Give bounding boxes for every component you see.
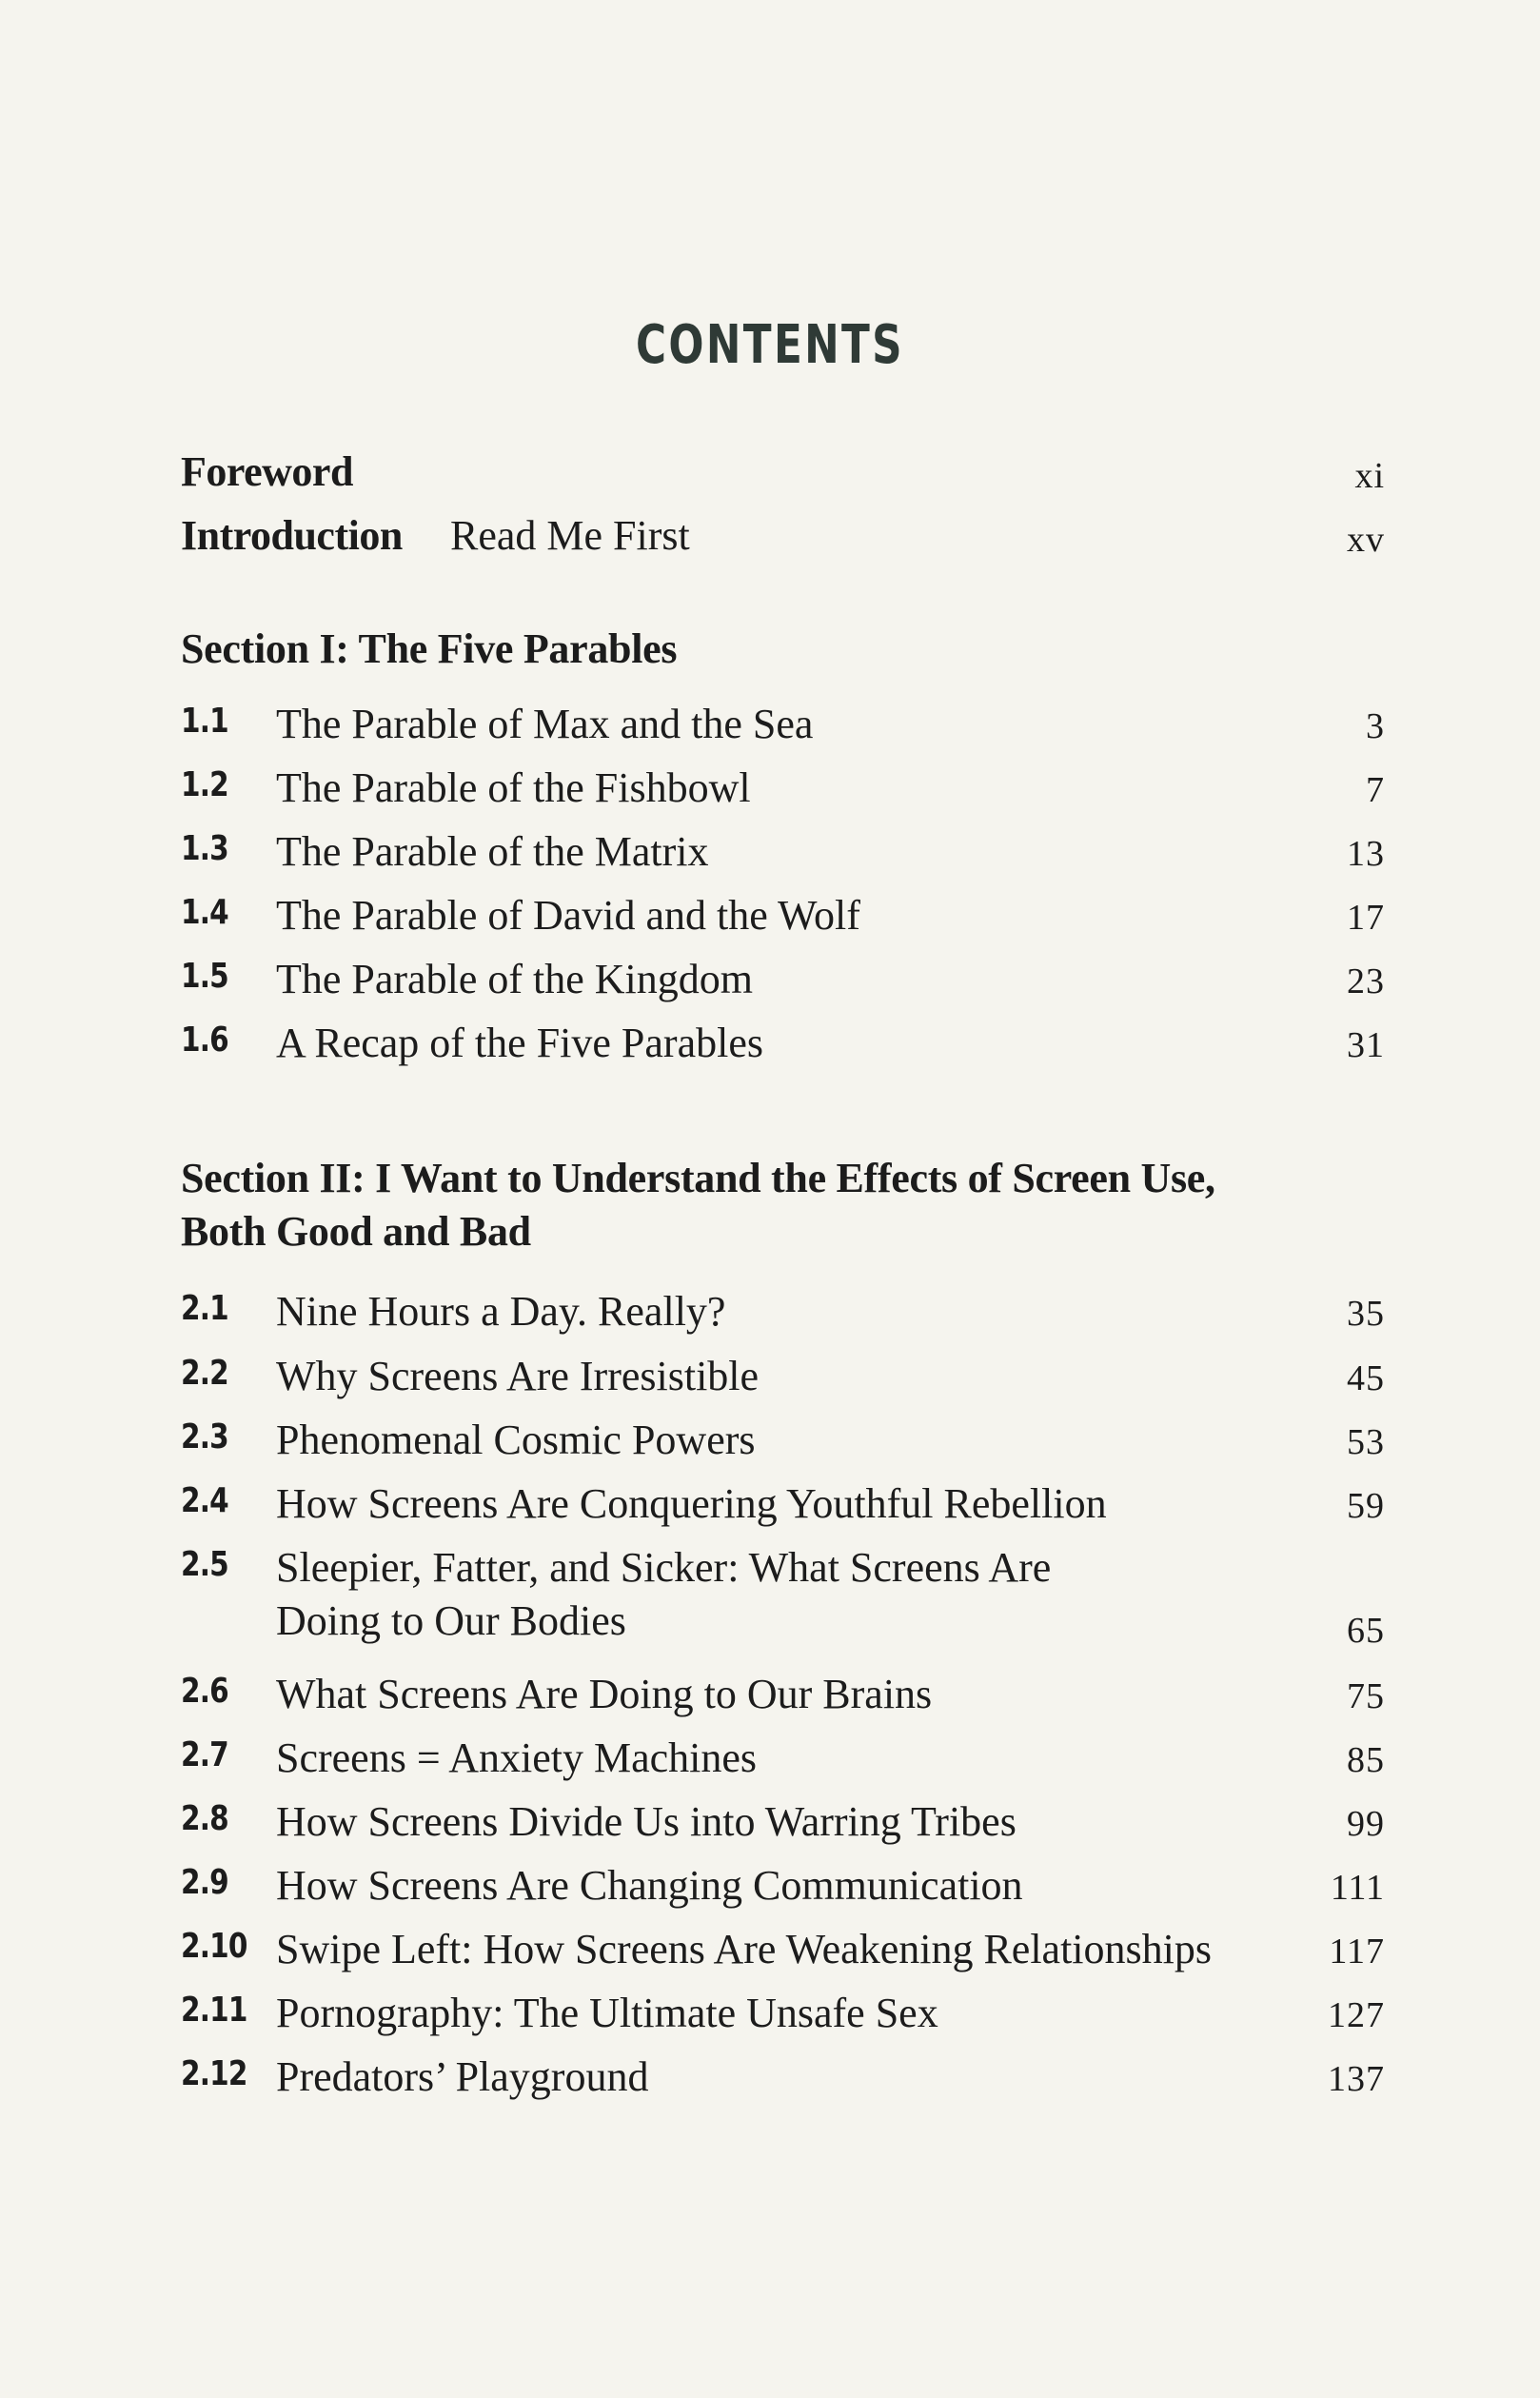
entry-title-line: Sleepier, Fatter, and Sicker: What Screens Are (276, 1544, 1052, 1591)
page-number: 13 (1347, 834, 1385, 874)
page-number: 127 (1328, 1995, 1385, 2035)
toc-entry[interactable] (181, 1668, 1385, 1725)
toc-entry[interactable] (181, 1414, 1385, 1471)
entry-title: Predators’ Playground (276, 2053, 649, 2100)
page-number: 99 (1347, 1804, 1385, 1844)
entry-title: Pornography: The Ultimate Unsafe Sex (276, 1990, 938, 2036)
entry-title: Read Me First (450, 512, 690, 559)
page-number: 111 (1330, 1868, 1385, 1908)
section-heading (181, 1152, 1385, 1258)
entry-title: Foreword (181, 448, 353, 495)
page-number: xi (1354, 456, 1385, 496)
entry-number: 1.2 (181, 765, 228, 804)
toc-entry[interactable] (181, 825, 1385, 882)
toc-entry[interactable] (181, 1017, 1385, 1074)
toc-entry[interactable] (181, 1285, 1385, 1342)
toc-entry[interactable] (181, 1541, 1385, 1652)
entry-number: 2.6 (181, 1672, 228, 1711)
page-number: 17 (1347, 898, 1385, 938)
entry-number: 1.1 (181, 702, 228, 741)
toc-entry[interactable] (181, 1859, 1385, 1916)
entry-number: 2.10 (181, 1927, 247, 1966)
page-number: 31 (1347, 1025, 1385, 1065)
page-number: 45 (1347, 1358, 1385, 1398)
toc-entry[interactable] (181, 1477, 1385, 1535)
toc-entry-foreword[interactable] (181, 447, 1385, 505)
entry-title: What Screens Are Doing to Our Brains (276, 1671, 933, 1717)
entry-number: 2.4 (181, 1481, 228, 1520)
entry-number: 2.12 (181, 2054, 247, 2093)
entry-number: 1.6 (181, 1021, 228, 1060)
entry-title: How Screens Are Conquering Youthful Rebellion (276, 1480, 1107, 1527)
toc-entry[interactable] (181, 889, 1385, 946)
entry-title: Nine Hours a Day. Really? (276, 1288, 726, 1335)
entry-number: 2.2 (181, 1354, 228, 1393)
entry-title: Phenomenal Cosmic Powers (276, 1417, 756, 1463)
page-number: 7 (1366, 770, 1385, 810)
entry-title: Screens = Anxiety Machines (276, 1734, 758, 1781)
page-number: 75 (1347, 1676, 1385, 1716)
entry-title: The Parable of the Matrix (276, 828, 709, 875)
page-number: 117 (1329, 1932, 1385, 1972)
entry-number: 2.5 (181, 1545, 228, 1584)
entry-title: The Parable of David and the Wolf (276, 892, 860, 939)
entry-title: The Parable of Max and the Sea (276, 701, 814, 747)
section-heading-line: Both Good and Bad (181, 1208, 531, 1255)
toc-entry[interactable] (181, 762, 1385, 819)
page-number: xv (1347, 520, 1385, 560)
toc-entry[interactable] (181, 1923, 1385, 1980)
entry-title: Swipe Left: How Screens Are Weakening Relationships (276, 1926, 1212, 1972)
toc-entry[interactable] (181, 698, 1385, 755)
section-heading-line: Section II: I Want to Understand the Effects of Screen Use, (181, 1155, 1215, 1201)
page-number: 3 (1366, 706, 1385, 746)
entry-number: 2.9 (181, 1863, 228, 1902)
entry-number: 2.7 (181, 1735, 228, 1774)
entry-number: 2.11 (181, 1991, 247, 2030)
entry-title: Why Screens Are Irresistible (276, 1353, 760, 1399)
page-number: 85 (1347, 1740, 1385, 1780)
page-number: 65 (1347, 1611, 1385, 1651)
toc-entry[interactable] (181, 2051, 1385, 2108)
toc-entry[interactable] (181, 1987, 1385, 2044)
page-number: 35 (1347, 1294, 1385, 1334)
entry-number: 1.4 (181, 893, 228, 932)
entry-title (276, 1541, 1228, 1648)
entry-title: How Screens Divide Us into Warring Tribes (276, 1798, 1017, 1845)
section-heading: Section I: The Five Parables (181, 625, 678, 672)
page-title: CONTENTS (636, 314, 904, 376)
toc-entry[interactable] (181, 1795, 1385, 1853)
page-number: 137 (1328, 2059, 1385, 2099)
entry-title: A Recap of the Five Parables (276, 1020, 763, 1066)
toc-entry[interactable] (181, 1350, 1385, 1407)
entry-title: The Parable of the Fishbowl (276, 764, 751, 811)
page-number: 59 (1347, 1486, 1385, 1526)
entry-title-line: Doing to Our Bodies (276, 1597, 626, 1644)
toc-entry[interactable] (181, 1732, 1385, 1789)
page-number: 23 (1347, 961, 1385, 1001)
entry-number: 2.8 (181, 1799, 228, 1838)
entry-title: The Parable of the Kingdom (276, 956, 753, 1002)
entry-title: How Screens Are Changing Communication (276, 1862, 1023, 1909)
entry-number: 2.1 (181, 1289, 228, 1328)
toc-entry-introduction[interactable] (181, 511, 1385, 568)
entry-number: 2.3 (181, 1417, 228, 1457)
page-number: 53 (1347, 1422, 1385, 1462)
entry-label: Introduction (181, 512, 403, 559)
entry-number: 1.3 (181, 829, 228, 868)
entry-number: 1.5 (181, 957, 228, 996)
toc-entry[interactable] (181, 953, 1385, 1010)
